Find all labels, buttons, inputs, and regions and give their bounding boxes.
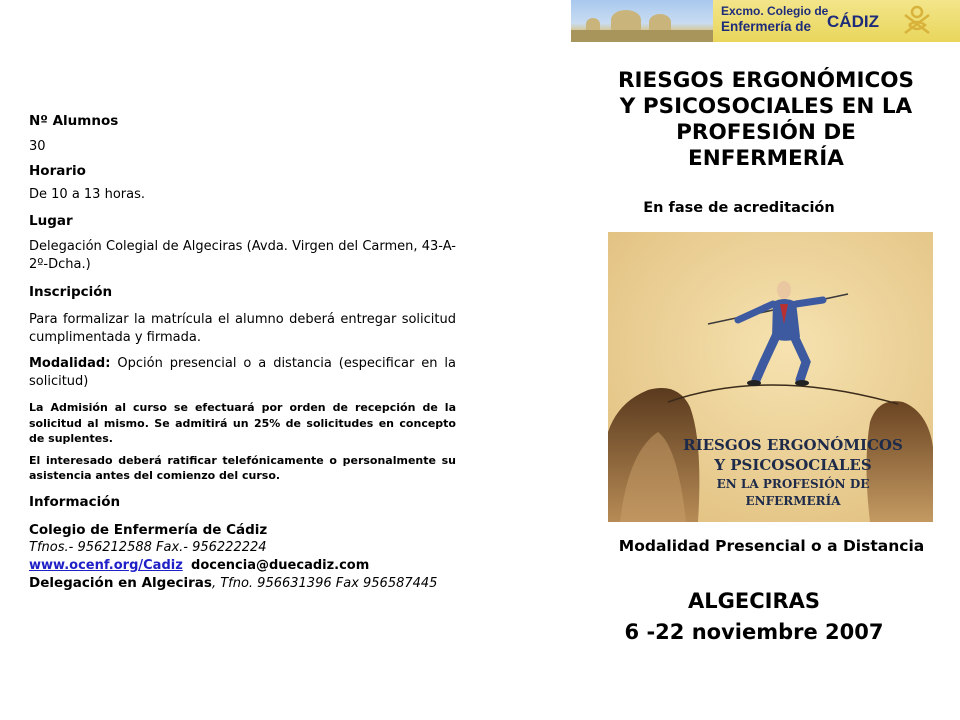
cover-line: Y PSICOSOCIALES <box>714 456 872 474</box>
banner-text <box>721 4 828 34</box>
contact-line <box>29 557 456 575</box>
accreditation-status: En fase de acreditación <box>643 200 835 216</box>
tightrope-walker-illustration <box>608 232 933 522</box>
delegacion-line <box>29 575 456 592</box>
lugar-value: Delegación Colegial de Algeciras (Avda. Virgen del Carmen, 43-A-2º-Dcha.) <box>29 239 456 272</box>
alumnos-value: 30 <box>29 139 46 154</box>
course-dates: 6 -22 noviembre 2007 <box>624 620 884 644</box>
banner-line1: Excmo. Colegio de <box>721 4 829 18</box>
email-address: docencia@duecadiz.com <box>191 557 370 573</box>
right-cliff-shape <box>867 401 934 522</box>
horario-label: Horario <box>29 163 86 179</box>
banner-city: CÁDIZ <box>827 12 879 31</box>
banner-line2: Enfermería de <box>721 19 812 34</box>
cover-line: ENFERMERÍA <box>745 494 841 508</box>
informacion-label: Información <box>29 493 121 510</box>
modalidad-label: Modalidad: <box>29 356 111 371</box>
cover-line: EN LA PROFESIÓN DE <box>716 477 870 491</box>
colegio-name: Colegio de Enfermería de Cádiz <box>29 521 268 538</box>
colegio-phones: Tfnos.- 956212588 Fax.- 956222224 <box>29 539 267 555</box>
inscripcion-label: Inscripción <box>29 284 113 300</box>
ratificar-note: El interesado deberá ratificar telefónicamente o personalmente su asistencia antes del comienzo del curso. <box>29 453 456 482</box>
modalidad-value: Opción presencial o a distancia (especificar en la solicitud) <box>29 356 456 389</box>
alumnos-label: Nº Alumnos <box>29 113 119 129</box>
inscripcion-value: Para formalizar la matrícula el alumno deberá entregar solicitud cumplimentada y firmada. <box>29 312 456 345</box>
modality-label: Modalidad Presencial o a Distancia <box>618 537 925 555</box>
modalidad-paragraph <box>29 355 456 391</box>
delegacion-name: Delegación en Algeciras <box>29 574 212 591</box>
website-link[interactable]: www.ocenf.org/Cadiz <box>29 557 183 573</box>
title-line: ENFERMERÍA <box>688 146 844 171</box>
delegacion-phones: , Tfno. 956631396 Fax 956587445 <box>211 575 438 591</box>
course-title <box>576 68 956 172</box>
title-line: RIESGOS ERGONÓMICOS <box>618 68 914 93</box>
cover-line: RIESGOS ERGONÓMICOS <box>683 436 903 454</box>
title-line: Y PSICOSOCIALES EN LA <box>619 94 913 119</box>
admision-note: La Admisión al curso se efectuará por orden de recepción de la solicitud al mismo. Se admitirá un 25% de solicitudes en concepto de suplentes. <box>29 401 456 445</box>
horario-value: De 10 a 13 horas. <box>29 187 145 202</box>
colegio-banner <box>571 0 960 42</box>
lugar-label: Lugar <box>29 213 73 229</box>
cadiz-skyline-photo <box>571 0 713 42</box>
cover-illustration <box>608 232 933 522</box>
nursing-emblem-icon <box>897 3 937 39</box>
course-info-column <box>29 112 456 592</box>
title-line: PROFESIÓN DE <box>676 120 856 145</box>
course-city: ALGECIRAS <box>688 589 820 613</box>
